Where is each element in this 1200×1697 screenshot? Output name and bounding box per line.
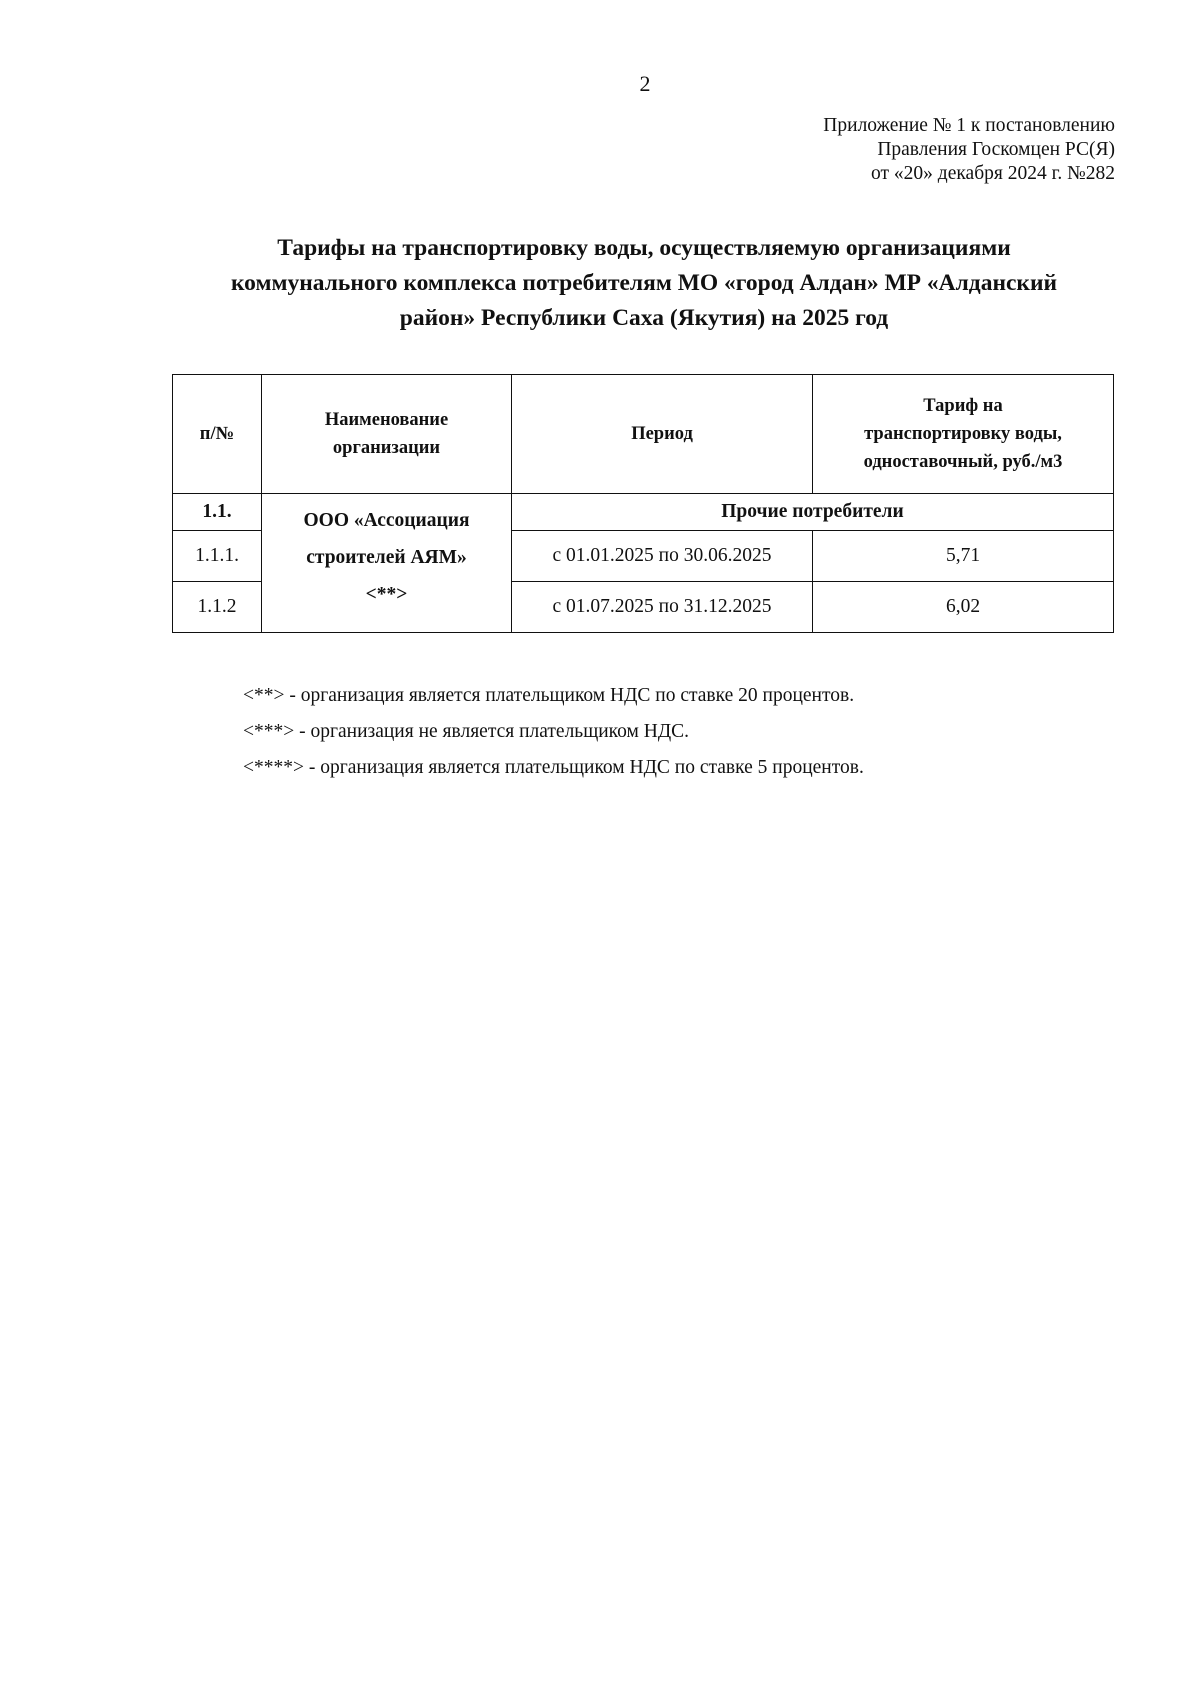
title-line: коммунального комплекса потребителям МО «город Алдан» МР «Алданский (230, 270, 1058, 296)
header-period: Период (512, 375, 813, 494)
document-title (168, 231, 1120, 336)
table-header-row (173, 375, 1114, 494)
footnote: <****> - организация является плательщиком НДС по ставке 5 процентов. (243, 757, 864, 778)
footnotes (243, 678, 864, 786)
row-period-cell: с 01.01.2025 по 30.06.2025 (512, 531, 813, 582)
header-num: п/№ (173, 375, 262, 494)
page-number: 2 (639, 71, 651, 96)
row-num-cell: 1.1.2 (173, 582, 262, 633)
row-tariff-cell: 5,71 (813, 531, 1114, 582)
group-label-cell: Прочие потребители (512, 494, 1114, 531)
organization-cell: ООО «Ассоциация строителей АЯМ» <**> (262, 494, 512, 633)
title-line: район» Республики Саха (Якутия) на 2025 год (399, 305, 889, 331)
row-period-cell: с 01.07.2025 по 31.12.2025 (512, 582, 813, 633)
tariff-table (172, 374, 1114, 633)
header-tariff: Тариф на транспортировку воды, одноставочный, руб./м3 (813, 375, 1114, 494)
title-line: Тарифы на транспортировку воды, осуществляемую организациями (277, 235, 1011, 261)
appendix-line: Приложение № 1 к постановлению (823, 115, 1115, 136)
appendix-line: от «20» декабря 2024 г. №282 (871, 163, 1115, 184)
group-num-cell: 1.1. (173, 494, 262, 531)
row-tariff-cell: 6,02 (813, 582, 1114, 633)
appendix-line: Правления Госкомцен РС(Я) (877, 139, 1115, 160)
header-organization: Наименование организации (262, 375, 512, 494)
footnote: <***> - организация не является плательщиком НДС. (243, 721, 689, 742)
footnote: <**> - организация является плательщиком НДС по ставке 20 процентов. (243, 685, 855, 706)
appendix-reference (823, 114, 1115, 186)
table-group-row (173, 494, 1114, 531)
row-num-cell: 1.1.1. (173, 531, 262, 582)
